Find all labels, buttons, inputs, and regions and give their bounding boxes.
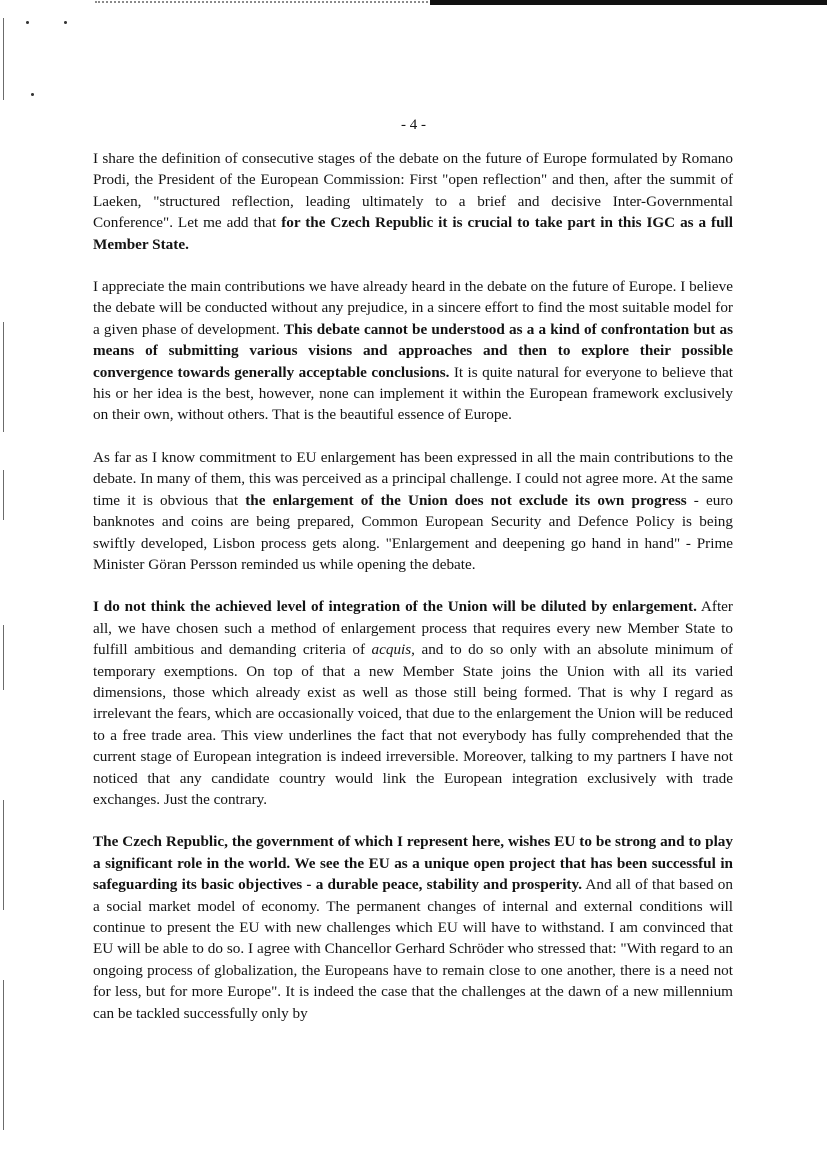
text-run: After all, we have chosen such a method of enlargement process that requires every new Member State to fulfill ambitious and demanding criteria of [93,598,733,659]
scan-speck [31,93,34,96]
top-scan-edge [0,0,827,6]
paragraph-1 [93,148,733,255]
text-run: I do not think the achieved level of integration of the Union will be diluted by enlargement. [93,598,697,616]
top-scan-solid-edge [430,0,827,5]
text-run: the enlargement of the Union does not exclude its own progress [245,491,687,509]
page-number: - 4 - [401,117,426,133]
text-run: , and to do so only with an absolute minimum of temporary exemptions. On top of that a new Member State joins the Union with all its varied dimensions, those which already exist as well as those still being formed. That is why I regard as irrelevant the fears, which are occasionally voiced, that due to the enlargement the Union will be reduced to a free trade area. This view underlines the fact that not everybody has fully comprehended that the current stage of European integration is indeed irreversible. Moreover, talking to my partners I have not noticed that any candidate country would link the European integration exclusively with trade exchanges. Just the contrary. [93,641,733,808]
text-run: for the Czech Republic it is crucial to take part in this IGC as a full Member State. [93,214,733,253]
paragraph-5 [93,831,733,1024]
text-run: This debate cannot be understood as a a kind of confrontation but as means of submitting various visions and approaches and then to explore their possible convergence towards generally acceptable conclusions. [93,320,733,381]
left-margin-line [3,625,4,690]
left-margin-line [3,322,4,432]
text-run: It is quite natural for everyone to believe that his or her idea is the best, however, none can implement it within the European framework exclusively on their own, without others. That is the beautiful essence of Europe. [93,363,733,424]
paragraph-2 [93,276,733,426]
text-run: And all of that based on a social market model of economy. The permanent changes of internal and external conditions will continue to present the EU with new challenges which EU will have to withstand. I am convinced that EU will be able to do so. I agree with Chancellor Gerhard Schröder who stressed that: "With regard to an ongoing process of globalization, the Europeans have to remain close to one another, there is a need not for less, but for more Europe". It is indeed the case that the challenges at the dawn of a new millennium can be tackled successfully only by [93,876,733,1022]
text-run: acquis [371,641,412,659]
left-margin-line [3,800,4,910]
paragraph-3 [93,447,733,575]
document-body [93,148,733,1045]
left-margin-line [3,470,4,520]
scan-speck [26,21,29,24]
text-run: - euro banknotes and coins are being prepared, Common European Security and Defence Policy is being swiftly developed, Lisbon process gets along. "Enlargement and deepening go hand in hand" - Prime Minister Göran Persson reminded us while opening the debate. [93,491,733,573]
text-run: As far as I know commitment to EU enlargement has been expressed in all the main contributions to the debate. In many of them, this was perceived as a principal challenge. I could not agree more. At the same time it is obvious that [93,448,733,509]
text-run: I appreciate the main contributions we have already heard in the debate on the future of Europe. I believe the debate will be conducted without any prejudice, in a sincere effort to find the most suitable model for a given phase of development. [93,278,733,338]
text-run: The Czech Republic, the government of which I represent here, wishes EU to be strong and to play a significant role in the world. We see the EU as a unique open project that has been successful in safeguarding its basic objectives - a durable peace, stability and prosperity. [93,833,733,894]
left-margin-line [3,980,4,1130]
paragraph-4 [93,596,733,810]
left-margin-line [3,18,4,100]
scan-speck [64,21,67,24]
text-run: I share the definition of consecutive stages of the debate on the future of Europe formulated by Romano Prodi, the President of the European Commission: First "open reflection" and then, after the summit of Laeken, "structured reflection, leading ultimately to a brief and decisive Inter-Governmental Conference". Let me add that [93,150,733,232]
